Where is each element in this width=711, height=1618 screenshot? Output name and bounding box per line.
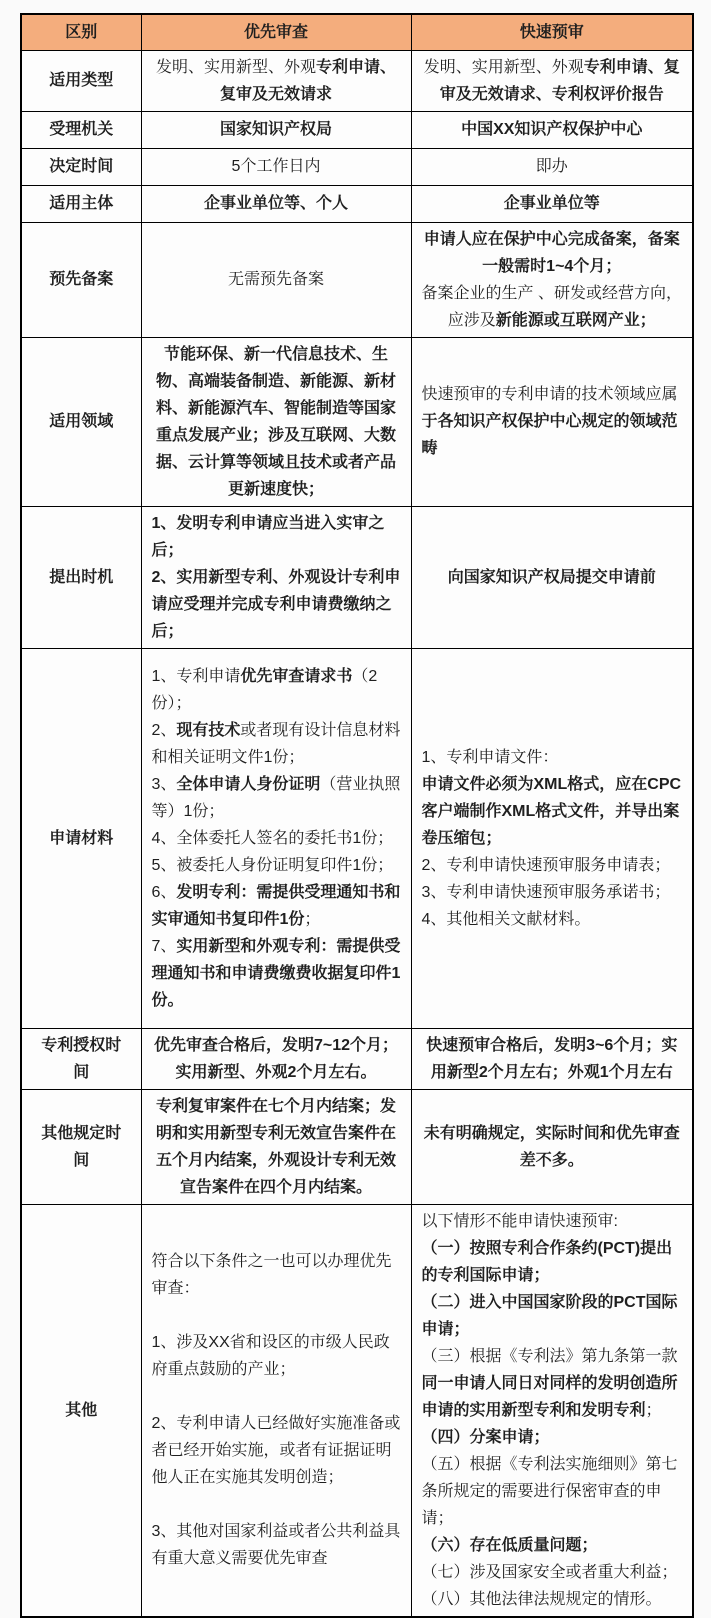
bold-text-segment: （四）分案申请； <box>421 1428 550 1446</box>
priority-exam-cell <box>141 222 411 337</box>
fast-preexam-cell <box>411 1028 693 1089</box>
text-line <box>422 1343 683 1424</box>
text-segment: 无需预先备案 <box>227 271 324 288</box>
text-segment: 2、专利申请人已经做好实施准备或者已经开始实施，或者有证据证明他人正在实施其发明创造； <box>151 1415 401 1486</box>
fast-preexam-cell <box>411 222 693 337</box>
text-line <box>152 1329 401 1383</box>
text-line <box>422 280 683 334</box>
text-segment: 或者现有设计信息材料和相关证明文件1份； <box>151 721 401 766</box>
text-segment: 快速预审的专利申请的技术领域应属 <box>421 386 678 403</box>
bold-text-segment: （一）按照专利合作条约(PCT)提出的专利国际申请； <box>421 1239 673 1284</box>
bold-text-segment: 申请人应在保护中心完成备案，备案一般需时1~4个月； <box>423 230 680 275</box>
fast-preexam-cell <box>411 185 693 222</box>
text-segment: （八）其他法律法规规定的情形。 <box>421 1590 662 1608</box>
text-line <box>422 564 683 591</box>
text-line <box>152 510 401 564</box>
text-segment: 3、 <box>151 775 177 793</box>
bold-text-segment: 全体申请人身份证明 <box>176 775 321 793</box>
text-line <box>152 852 401 879</box>
fast-preexam-cell <box>411 1204 693 1617</box>
text-line <box>152 116 401 143</box>
header-cell-fast-preexam: 快速预审 <box>411 14 693 50</box>
text-segment: （七）涉及国家安全或者重大利益； <box>421 1563 678 1581</box>
text-segment: 2、 <box>151 721 177 739</box>
bold-text-segment: 向国家知识产权局提交申请前 <box>447 568 656 586</box>
row-label-cell: 其他规定时间 <box>21 1089 141 1204</box>
text-line <box>152 771 401 825</box>
bold-text-segment: 2、实用新型专利、外观设计专利申请应受理并完成专利申请费缴纳之后； <box>151 568 401 640</box>
text-segment: 1、专利申请文件： <box>421 748 559 766</box>
text-line <box>422 852 683 879</box>
priority-exam-cell <box>141 1089 411 1204</box>
text-line <box>152 1093 401 1201</box>
text-segment: 4、全体委托人签名的委托书1份； <box>151 829 394 847</box>
text-segment: 1、专利申请 <box>151 667 241 685</box>
text-line <box>422 1451 683 1532</box>
bold-text-segment: 实用新型和外观专利：需提供受理通知书和申请费缴费收据复印件1份。 <box>151 937 401 1009</box>
bold-text-segment: 申请文件必须为XML格式，应在CPC客户端制作XML格式文件，并导出案卷压缩包； <box>421 775 682 847</box>
fast-preexam-cell <box>411 337 693 506</box>
text-line <box>422 190 683 217</box>
text-line <box>152 54 401 108</box>
bold-text-segment: 专利申请、复审及无效请求 <box>219 58 397 103</box>
priority-exam-cell <box>141 111 411 148</box>
table-row <box>21 648 693 1028</box>
bold-text-segment: 于各知识产权保护中心规定的领域范畴 <box>421 413 678 457</box>
bold-text-segment: 1、发明专利申请应当进入实审之后； <box>151 514 385 559</box>
header-cell-category: 区别 <box>21 14 141 50</box>
fast-preexam-cell <box>411 50 693 111</box>
text-line <box>422 771 683 852</box>
text-segment: ； <box>304 910 321 928</box>
row-label-cell: 适用领域 <box>21 337 141 506</box>
row-label-cell: 专利授权时间 <box>21 1028 141 1089</box>
text-line <box>422 1032 683 1086</box>
fast-preexam-cell <box>411 1089 693 1204</box>
patent-comparison-table <box>20 13 694 1618</box>
row-label-cell: 预先备案 <box>21 222 141 337</box>
text-segment: 5、被委托人身份证明复印件1份； <box>151 856 394 874</box>
text-segment: 6、 <box>151 883 177 901</box>
text-segment: （营业执照等）1份； <box>151 775 401 820</box>
priority-exam-cell <box>141 506 411 648</box>
table-row <box>21 1028 693 1089</box>
table-row <box>21 1089 693 1204</box>
text-segment: （2份）； <box>151 667 378 712</box>
text-line <box>422 54 683 108</box>
blank-line <box>152 1491 401 1518</box>
header-cell-priority-exam: 优先审查 <box>141 14 411 50</box>
bold-text-segment: （六）存在低质量问题； <box>421 1536 598 1554</box>
fast-preexam-cell <box>411 148 693 185</box>
text-line <box>152 825 401 852</box>
table-body <box>21 50 693 1617</box>
text-line <box>152 1032 401 1086</box>
table-row <box>21 506 693 648</box>
priority-exam-cell <box>141 148 411 185</box>
bold-text-segment: 现有技术 <box>176 721 241 739</box>
bold-text-segment: 优先审查请求书 <box>240 667 353 685</box>
text-line <box>152 1410 401 1491</box>
text-line <box>422 744 683 771</box>
row-label-cell: 适用类型 <box>21 50 141 111</box>
text-segment: 1、涉及XX省和设区的市级人民政府重点鼓励的产业； <box>151 1334 390 1378</box>
fast-preexam-cell <box>411 111 693 148</box>
text-line <box>422 1235 683 1289</box>
fast-preexam-cell <box>411 648 693 1028</box>
table-row <box>21 148 693 185</box>
bold-text-segment: ； <box>639 311 656 329</box>
bold-text-segment: 企事业单位等、个人 <box>203 195 348 212</box>
text-line <box>152 341 401 503</box>
text-line <box>422 381 683 462</box>
bold-text-segment: 优先审查合格后，发明7~12个月；实用新型、外观2个月左右。 <box>153 1036 399 1081</box>
row-label-cell: 适用主体 <box>21 185 141 222</box>
priority-exam-cell <box>141 648 411 1028</box>
bold-text-segment: 专利申请、复审及无效请求、专利权评价报告 <box>439 58 680 103</box>
text-segment: 2、专利申请快速预审服务申请表； <box>421 856 671 874</box>
bold-text-segment: （二）进入中国国家阶段的PCT国际申请； <box>421 1293 678 1338</box>
row-label-cell: 其他 <box>21 1204 141 1617</box>
table-row <box>21 185 693 222</box>
row-label-cell: 申请材料 <box>21 648 141 1028</box>
text-segment: （五）根据《专利法实施细则》第七条所规定的需要进行保密审查的申请； <box>421 1455 678 1527</box>
priority-exam-cell <box>141 337 411 506</box>
text-line <box>152 933 401 1014</box>
text-segment: 发明、实用新型、外观 <box>423 58 584 76</box>
bold-text-segment: 未有明确规定，实际时间和优先审查差不多。 <box>423 1124 680 1169</box>
table-row <box>21 111 693 148</box>
bold-text-segment: 新能源或互联网产业 <box>495 311 640 329</box>
text-line <box>152 879 401 933</box>
priority-exam-cell <box>141 1028 411 1089</box>
bold-text-segment: 专利复审案件在七个月内结案；发明和实用新型专利无效宣告案件在五个月内结案，外观设计专利无效宣告案件在四个月内结案。 <box>155 1097 396 1196</box>
text-line <box>422 879 683 906</box>
blank-line <box>152 1302 401 1329</box>
priority-exam-cell <box>141 50 411 111</box>
bold-text-segment: 同一申请人同日对同样的发明创造所申请的实用新型专利和发明专利 <box>421 1374 678 1419</box>
text-line <box>422 1424 683 1451</box>
text-line <box>422 1208 683 1235</box>
priority-exam-cell <box>141 1204 411 1617</box>
bold-text-segment: 中国XX知识产权保护中心 <box>461 121 643 138</box>
text-segment: 7、 <box>151 937 177 955</box>
bold-text-segment: 发明专利：需提供受理通知书和实审通知书复印件1份 <box>151 883 401 928</box>
text-segment: ； <box>645 1401 662 1419</box>
text-line <box>422 1289 683 1343</box>
table-row <box>21 222 693 337</box>
table-row <box>21 1204 693 1617</box>
text-line <box>152 153 401 180</box>
text-segment: 5个工作日内 <box>231 158 321 175</box>
row-label-cell: 决定时间 <box>21 148 141 185</box>
fast-preexam-cell <box>411 506 693 648</box>
text-segment: 以下情形不能申请快速预审: <box>421 1212 618 1230</box>
text-line <box>152 564 401 645</box>
text-segment: 发明、实用新型、外观 <box>155 58 316 76</box>
row-label-cell: 受理机关 <box>21 111 141 148</box>
text-line <box>422 1559 683 1586</box>
text-line <box>152 190 401 217</box>
text-line <box>152 1248 401 1302</box>
text-line <box>422 1120 683 1174</box>
table-row <box>21 337 693 506</box>
text-segment: 符合以下条件之一也可以办理优先审查： <box>151 1253 392 1297</box>
bold-text-segment: 快速预审合格后，发明3~6个月；实用新型2个月左右；外观1个月左右 <box>426 1036 678 1081</box>
row-label-cell: 提出时机 <box>21 506 141 648</box>
text-line <box>422 116 683 143</box>
priority-exam-cell <box>141 185 411 222</box>
text-segment: （三）根据《专利法》第九条第一款 <box>421 1347 678 1365</box>
table-header <box>21 14 693 50</box>
page <box>0 13 711 1608</box>
text-segment: 备案企业的生产 、研发或经营方向，应涉及 <box>421 284 682 329</box>
text-line <box>152 266 401 293</box>
text-line <box>422 226 683 280</box>
blank-line <box>152 1383 401 1410</box>
bold-text-segment: 国家知识产权局 <box>219 121 332 138</box>
text-line <box>422 1586 683 1613</box>
text-segment: 即办 <box>535 158 568 175</box>
text-line <box>152 663 401 717</box>
header-row <box>21 14 693 50</box>
text-segment: 3、专利申请快速预审服务承诺书； <box>421 883 671 901</box>
text-line <box>152 717 401 771</box>
table-row <box>21 50 693 111</box>
text-line <box>152 1518 401 1572</box>
text-segment: 3、其他对国家利益或者公共利益具有重大意义需要优先审查 <box>151 1523 401 1567</box>
text-line <box>422 1532 683 1559</box>
bold-text-segment: 节能环保、新一代信息技术、生物、高端装备制造、新能源、新材料、新能源汽车、智能制造等国家重点发展产业；涉及互联网、大数据、云计算等领域且技术或者产品更新速度快； <box>155 345 396 498</box>
text-line <box>422 906 683 933</box>
text-segment: 4、其他相关文献材料。 <box>421 910 591 928</box>
text-line <box>422 153 683 180</box>
bold-text-segment: 企事业单位等 <box>503 195 600 212</box>
